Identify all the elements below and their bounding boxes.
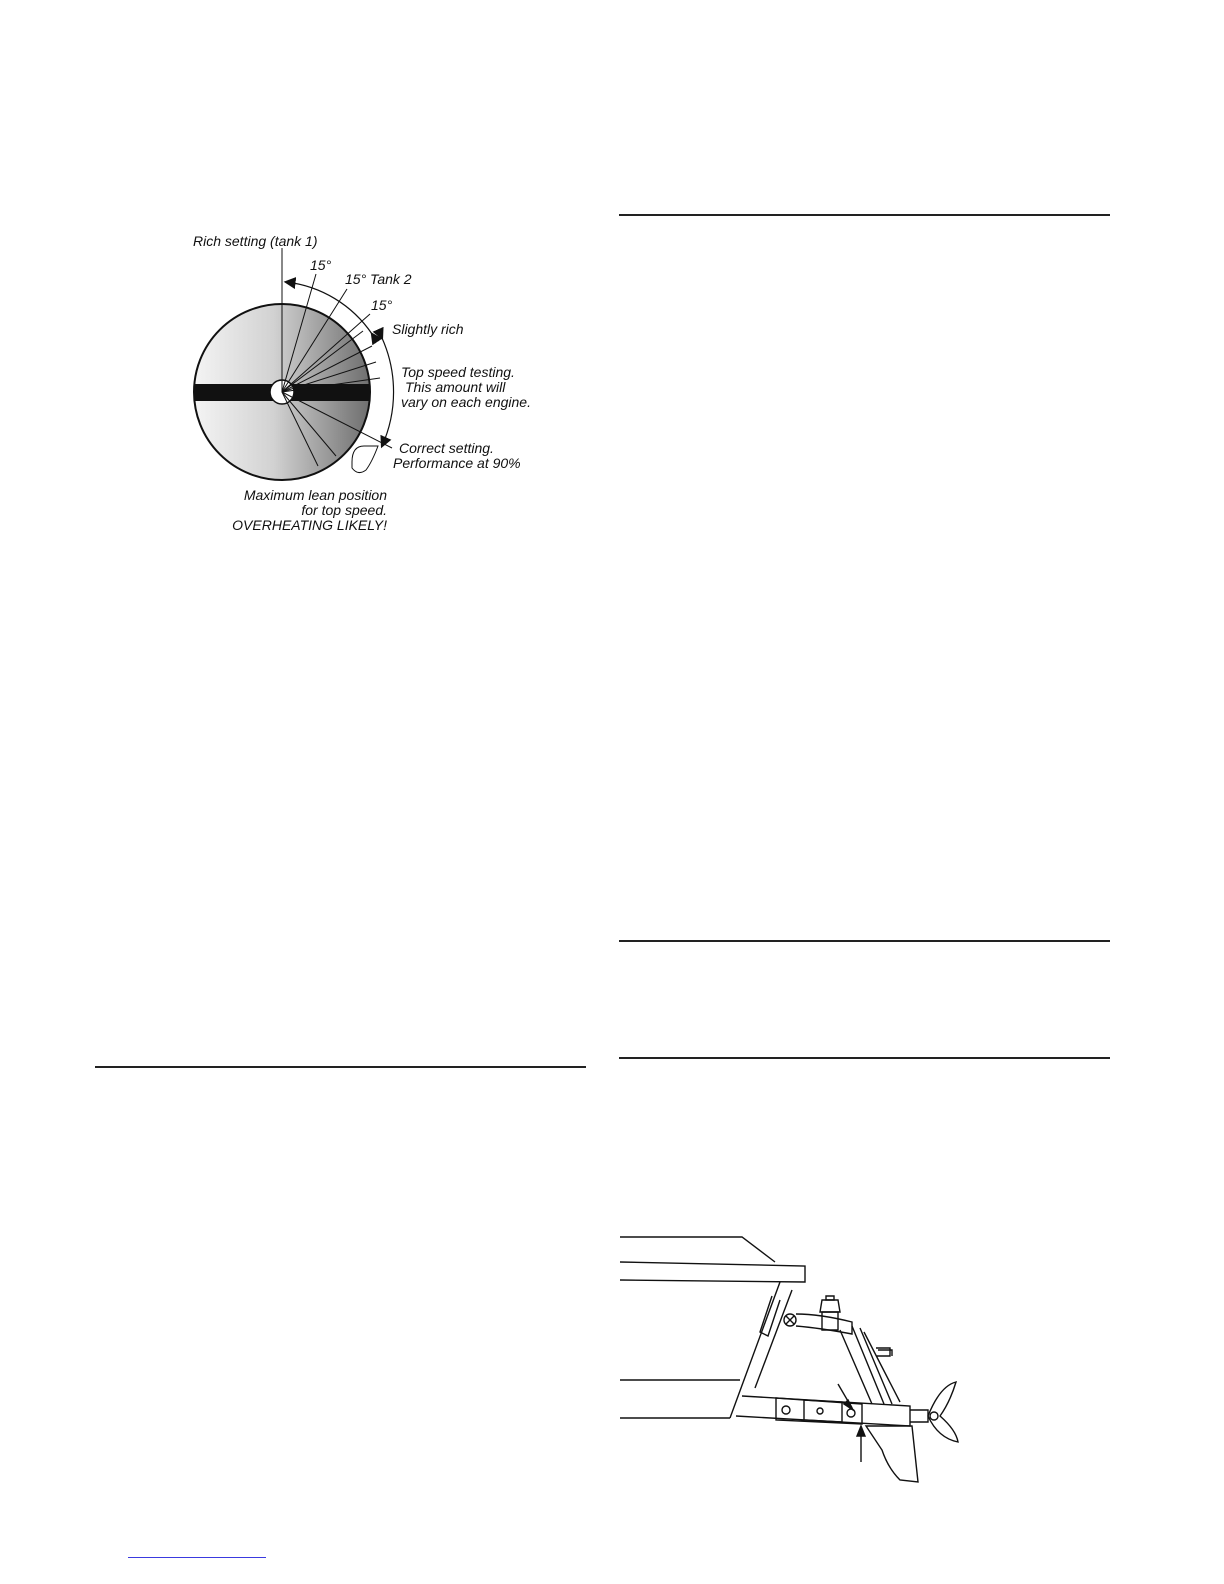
- max-lean-label-2: for top speed.: [301, 502, 387, 518]
- prop-shaft: [910, 1410, 928, 1422]
- top-speed-label-2: This amount will: [405, 379, 506, 395]
- top-speed-label-3: vary on each engine.: [401, 394, 531, 410]
- deg-label-2: 15° Tank 2: [345, 271, 412, 287]
- max-lean-label-1: Maximum lean position: [243, 487, 387, 503]
- adjust-nut: [820, 1300, 840, 1312]
- deg-label-3: 15°: [371, 297, 393, 313]
- correct-setting-label-2: Performance at 90%: [393, 455, 521, 471]
- deg-label-1: 15°: [310, 257, 332, 273]
- mount-bracket: [796, 1314, 852, 1334]
- slightly-rich-label: Slightly rich: [392, 321, 464, 337]
- max-lean-label-3: OVERHEATING LIKELY!: [232, 517, 387, 533]
- top-speed-label-1: Top speed testing.: [401, 364, 515, 380]
- rudder-strut: [840, 1326, 892, 1404]
- set-screw-icon: [782, 1406, 790, 1414]
- deck-plate: [620, 1262, 805, 1282]
- rudder-blade: [866, 1426, 918, 1482]
- rich-setting-label: Rich setting (tank 1): [193, 233, 318, 249]
- correct-setting-label-1: Correct setting.: [399, 440, 494, 456]
